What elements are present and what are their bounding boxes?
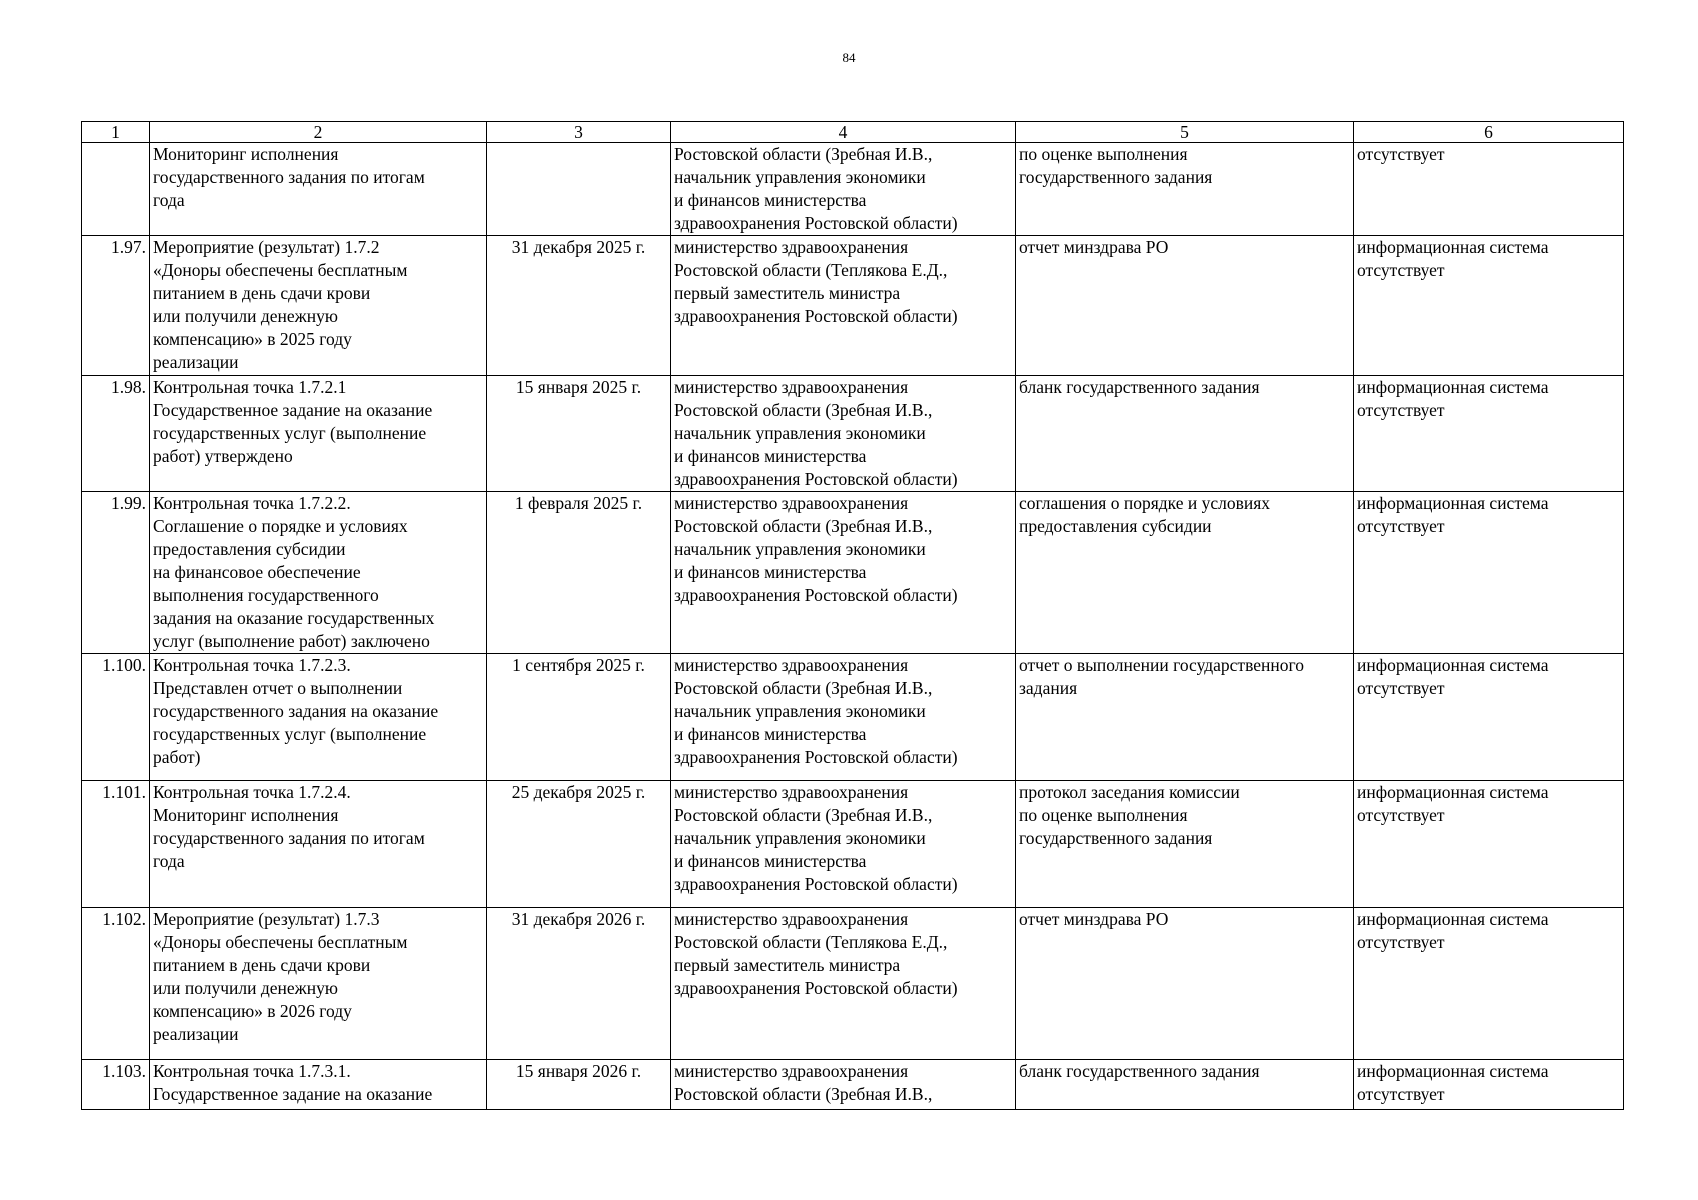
row-responsible: министерство здравоохранения Ростовской области (Зребная И.В., начальник управления экономики и финансов министерства здравоохранения Ростовской области)	[671, 654, 1016, 781]
row-name: Мониторинг исполнения государственного задания по итогам года	[150, 143, 487, 236]
table-row	[82, 1060, 1624, 1110]
row-document: бланк государственного задания	[1016, 1060, 1354, 1110]
row-document: соглашения о порядке и условиях предоставления субсидии	[1016, 492, 1354, 654]
row-system: информационная система отсутствует	[1354, 236, 1624, 376]
row-name: Мероприятие (результат) 1.7.2 «Доноры обеспечены бесплатным питанием в день сдачи крови или получили денежную компенсацию» в 2025 году реализации	[150, 236, 487, 376]
row-responsible: министерство здравоохранения Ростовской области (Зребная И.В., начальник управления экономики и финансов министерства здравоохранения Ростовской области)	[671, 781, 1016, 908]
row-date: 15 января 2025 г.	[487, 376, 671, 492]
row-system: информационная система отсутствует	[1354, 654, 1624, 781]
row-responsible: министерство здравоохранения Ростовской области (Теплякова Е.Д., первый заместитель министра здравоохранения Ростовской области)	[671, 236, 1016, 376]
row-number: 1.100.	[82, 654, 150, 781]
column-number: 4	[671, 122, 1016, 143]
table-row	[82, 492, 1624, 654]
row-number: 1.101.	[82, 781, 150, 908]
row-date: 1 сентября 2025 г.	[487, 654, 671, 781]
row-responsible: министерство здравоохранения Ростовской области (Зребная И.В.,	[671, 1060, 1016, 1110]
row-document: отчет о выполнении государственного задания	[1016, 654, 1354, 781]
plan-table	[81, 121, 1624, 1110]
row-document: отчет минздрава РО	[1016, 236, 1354, 376]
row-number: 1.98.	[82, 376, 150, 492]
row-document: протокол заседания комиссии по оценке выполнения государственного задания	[1016, 781, 1354, 908]
row-responsible: Ростовской области (Зребная И.В., начальник управления экономики и финансов министерства здравоохранения Ростовской области)	[671, 143, 1016, 236]
table-row	[82, 781, 1624, 908]
row-name: Контрольная точка 1.7.2.1 Государственное задание на оказание государственных услуг (выполнение работ) утверждено	[150, 376, 487, 492]
column-number: 2	[150, 122, 487, 143]
row-date	[487, 143, 671, 236]
page-number: 84	[842, 50, 856, 65]
column-number: 6	[1354, 122, 1624, 143]
table-row	[82, 236, 1624, 376]
row-name: Контрольная точка 1.7.2.2. Соглашение о порядке и условиях предоставления субсидии на финансовое обеспечение выполнения государственного задания на оказание государственных услуг (выполнение работ) заключено	[150, 492, 487, 654]
row-responsible: министерство здравоохранения Ростовской области (Зребная И.В., начальник управления экономики и финансов министерства здравоохранения Ростовской области)	[671, 376, 1016, 492]
row-system: информационная система отсутствует	[1354, 908, 1624, 1060]
row-date: 31 декабря 2026 г.	[487, 908, 671, 1060]
row-date: 1 февраля 2025 г.	[487, 492, 671, 654]
row-responsible: министерство здравоохранения Ростовской области (Теплякова Е.Д., первый заместитель министра здравоохранения Ростовской области)	[671, 908, 1016, 1060]
row-number: 1.97.	[82, 236, 150, 376]
table-row	[82, 908, 1624, 1060]
column-number: 1	[82, 122, 150, 143]
row-system: информационная система отсутствует	[1354, 1060, 1624, 1110]
row-document: бланк государственного задания	[1016, 376, 1354, 492]
row-date: 15 января 2026 г.	[487, 1060, 671, 1110]
row-document: отчет минздрава РО	[1016, 908, 1354, 1060]
row-date: 31 декабря 2025 г.	[487, 236, 671, 376]
table-row	[82, 143, 1624, 236]
column-number-row	[82, 122, 1624, 143]
row-name: Контрольная точка 1.7.3.1. Государственное задание на оказание	[150, 1060, 487, 1110]
row-number: 1.102.	[82, 908, 150, 1060]
column-number: 5	[1016, 122, 1354, 143]
row-date: 25 декабря 2025 г.	[487, 781, 671, 908]
row-number	[82, 143, 150, 236]
table-row	[82, 654, 1624, 781]
row-name: Контрольная точка 1.7.2.3. Представлен отчет о выполнении государственного задания на оказание государственных услуг (выполнение работ)	[150, 654, 487, 781]
row-name: Мероприятие (результат) 1.7.3 «Доноры обеспечены бесплатным питанием в день сдачи крови или получили денежную компенсацию» в 2026 году реализации	[150, 908, 487, 1060]
row-number: 1.99.	[82, 492, 150, 654]
column-number: 3	[487, 122, 671, 143]
row-responsible: министерство здравоохранения Ростовской области (Зребная И.В., начальник управления экономики и финансов министерства здравоохранения Ростовской области)	[671, 492, 1016, 654]
row-name: Контрольная точка 1.7.2.4. Мониторинг исполнения государственного задания по итогам года	[150, 781, 487, 908]
table-row	[82, 376, 1624, 492]
row-number: 1.103.	[82, 1060, 150, 1110]
row-system: информационная система отсутствует	[1354, 376, 1624, 492]
row-system: отсутствует	[1354, 143, 1624, 236]
row-system: информационная система отсутствует	[1354, 492, 1624, 654]
row-system: информационная система отсутствует	[1354, 781, 1624, 908]
row-document: по оценке выполнения государственного задания	[1016, 143, 1354, 236]
